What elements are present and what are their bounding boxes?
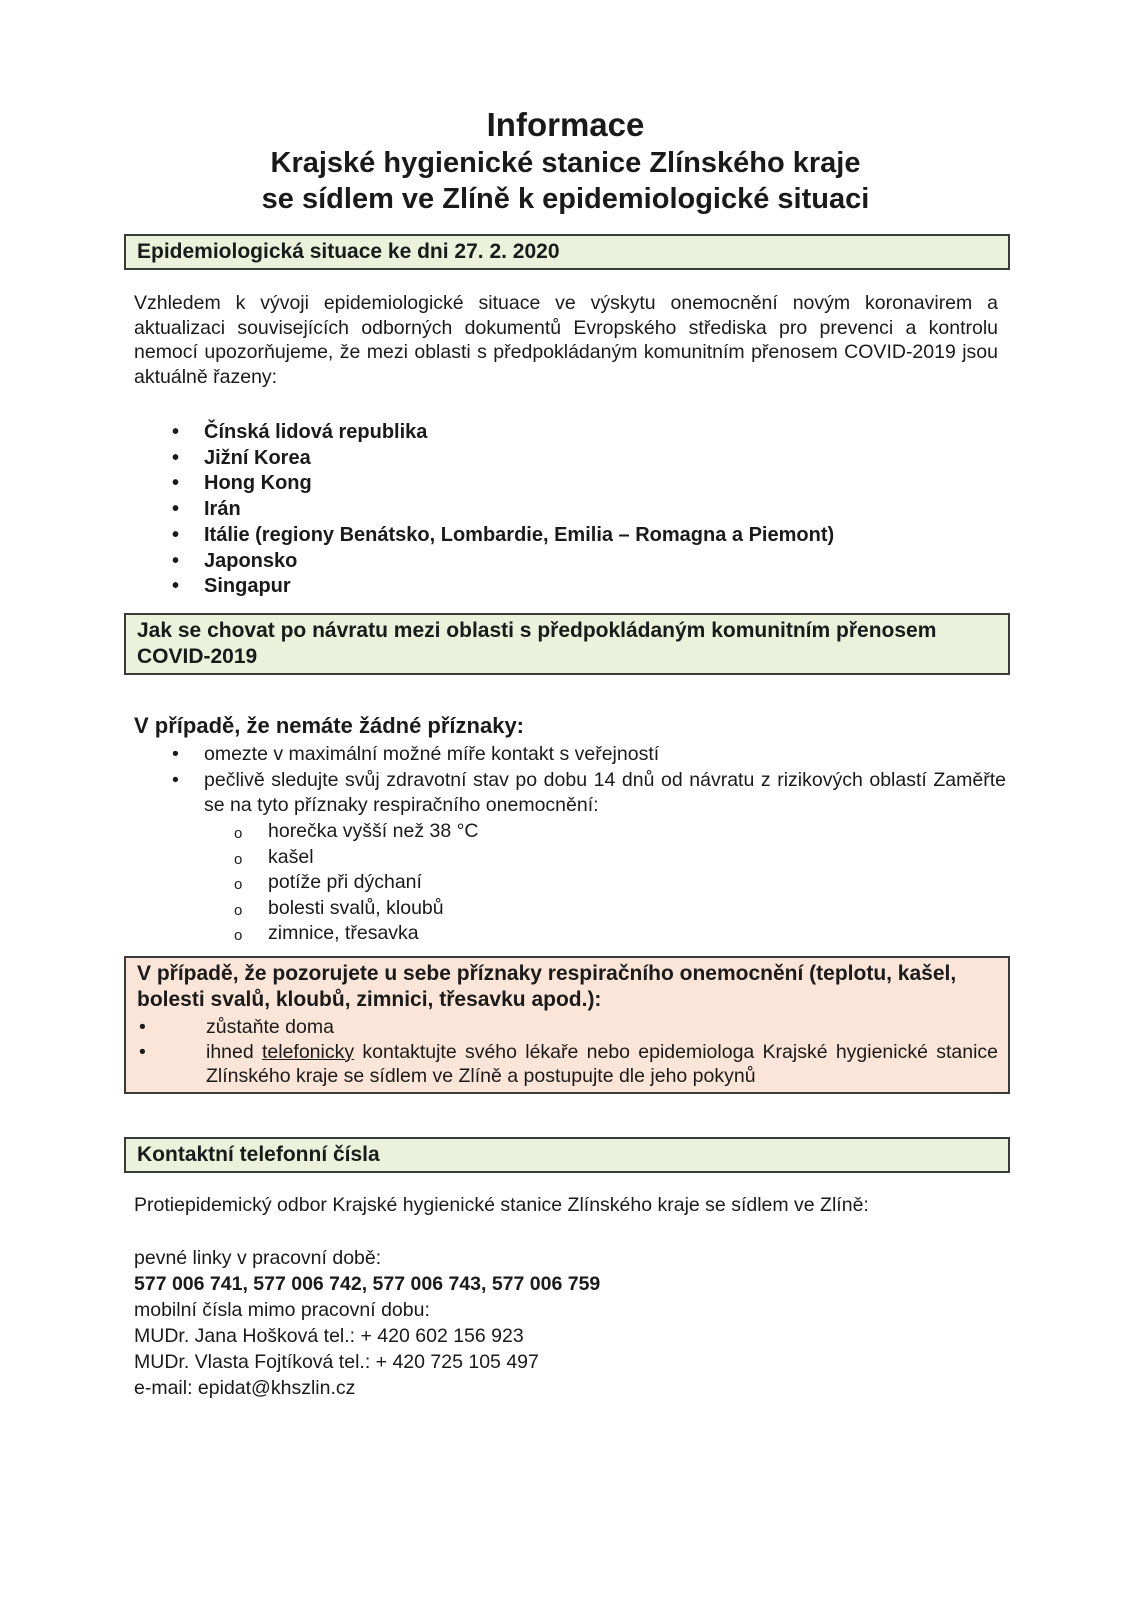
list-item: • ihned telefonicky kontaktujte svého lékaře nebo epidemiologa Krajské hygienické stanice Zlínského kraje se sídlem ve Zlíně a postupujte dle jeho pokynů: [139, 1040, 998, 1087]
circle-bullet-icon: o: [234, 850, 243, 868]
circle-bullet-icon: o: [234, 876, 243, 893]
list-item: • Čínská lidová republika: [172, 420, 834, 446]
risk-areas-list: [172, 420, 834, 600]
bullet-icon: •: [172, 446, 180, 469]
list-item: o horečka vyšší než 38 °C: [234, 819, 478, 845]
bullet-icon: •: [172, 549, 180, 572]
contact-numbers-heading-box: [124, 1137, 1010, 1173]
contacts-block: [134, 1245, 600, 1401]
bullet-icon: •: [139, 1040, 146, 1063]
symptoms-list: [234, 819, 478, 947]
after-return-heading-box: [124, 613, 1010, 675]
list-item: o kašel: [234, 845, 478, 871]
bullet-icon: •: [172, 421, 180, 443]
epidemiological-situation-heading: Epidemiologická situace ke dni 27. 2. 2020: [137, 240, 560, 263]
list-item: • omezte v maximální možné míře kontakt s veřejností: [172, 742, 1006, 768]
list-item: • pečlivě sledujte svůj zdravotní stav po dobu 14 dnů od návratu z rizikových oblastí Zaměřte se na tyto příznaky respiračního onemocnění:: [172, 768, 1006, 816]
bullet-icon: •: [172, 523, 180, 546]
no-symptoms-advice-list: [172, 742, 1006, 819]
landline-numbers: 577 006 741, 577 006 742, 577 006 743, 577 006 759: [134, 1273, 601, 1295]
telefonicky-emphasis: telefonicky: [261, 1040, 355, 1063]
list-item: • zůstaňte doma: [139, 1016, 334, 1038]
no-symptoms-heading: V případě, že nemáte žádné příznaky:: [134, 713, 525, 738]
contact-email: e-mail: epidat@khszlin.cz: [134, 1377, 356, 1399]
symptoms-present-list: [137, 1015, 998, 1089]
intro-paragraph: Vzhledem k vývoji epidemiologické situace ve výskytu onemocnění novým koronavirem a aktualizaci souvisejících odborných dokumentů Evropského střediska pro prevenci a kontrolu nemocí upozorňujeme, že mezi oblasti s předpokládaným komunitním přenosem COVID-2019 jsou aktuálně řazeny:: [134, 292, 998, 388]
bullet-icon: •: [172, 575, 180, 598]
list-item: o zimnice, třesavka: [234, 921, 478, 947]
bullet-icon: •: [172, 743, 179, 765]
contact-intro: Protiepidemický odbor Krajské hygienické stanice Zlínského kraje se sídlem ve Zlíně:: [134, 1194, 869, 1216]
list-item: • Hong Kong: [172, 471, 834, 497]
bullet-icon: •: [172, 472, 180, 495]
bullet-icon: •: [139, 1016, 146, 1038]
circle-bullet-icon: o: [234, 825, 243, 842]
list-item: • Japonsko: [172, 549, 834, 575]
symptoms-present-heading: V případě, že pozorujete u sebe příznaky respiračního onemocnění (teplotu, kašel, bolesti svalů, kloubů, zimnici, třesavku apod.):: [137, 962, 957, 1011]
list-item: o bolesti svalů, kloubů: [234, 896, 478, 922]
document-subtitle-line1: Krajské hygienické stanice Zlínského kraje: [270, 147, 861, 179]
document-subtitle-line2: se sídlem ve Zlíně k epidemiologické situaci: [261, 183, 870, 215]
mobile-label: mobilní čísla mimo pracovní dobu:: [134, 1299, 430, 1321]
document-title: Informace: [486, 106, 645, 143]
list-item: • Irán: [172, 497, 834, 523]
document-title-block: [0, 105, 1131, 217]
list-item: • Singapur: [172, 574, 834, 600]
landline-label: pevné linky v pracovní době:: [134, 1247, 382, 1269]
after-return-heading: Jak se chovat po návratu mezi oblasti s předpokládaným komunitním přenosem COVID-2019: [137, 619, 937, 668]
bullet-icon: •: [172, 768, 179, 791]
contact-fojtikova: MUDr. Vlasta Fojtíková tel.: + 420 725 105 497: [134, 1351, 539, 1373]
list-item: • Itálie (regiony Benátsko, Lombardie, Emilia – Romagna a Piemont): [172, 523, 834, 549]
circle-bullet-icon: o: [234, 927, 243, 944]
epidemiological-situation-heading-box: [124, 234, 1010, 270]
list-item: o potíže při dýchaní: [234, 870, 478, 896]
circle-bullet-icon: o: [234, 901, 243, 919]
list-item: • Jižní Korea: [172, 446, 834, 472]
symptoms-present-box: [124, 956, 1010, 1094]
contact-hoskova: MUDr. Jana Hošková tel.: + 420 602 156 923: [134, 1325, 524, 1347]
contact-numbers-heading: Kontaktní telefonní čísla: [137, 1143, 380, 1166]
bullet-icon: •: [172, 498, 180, 521]
